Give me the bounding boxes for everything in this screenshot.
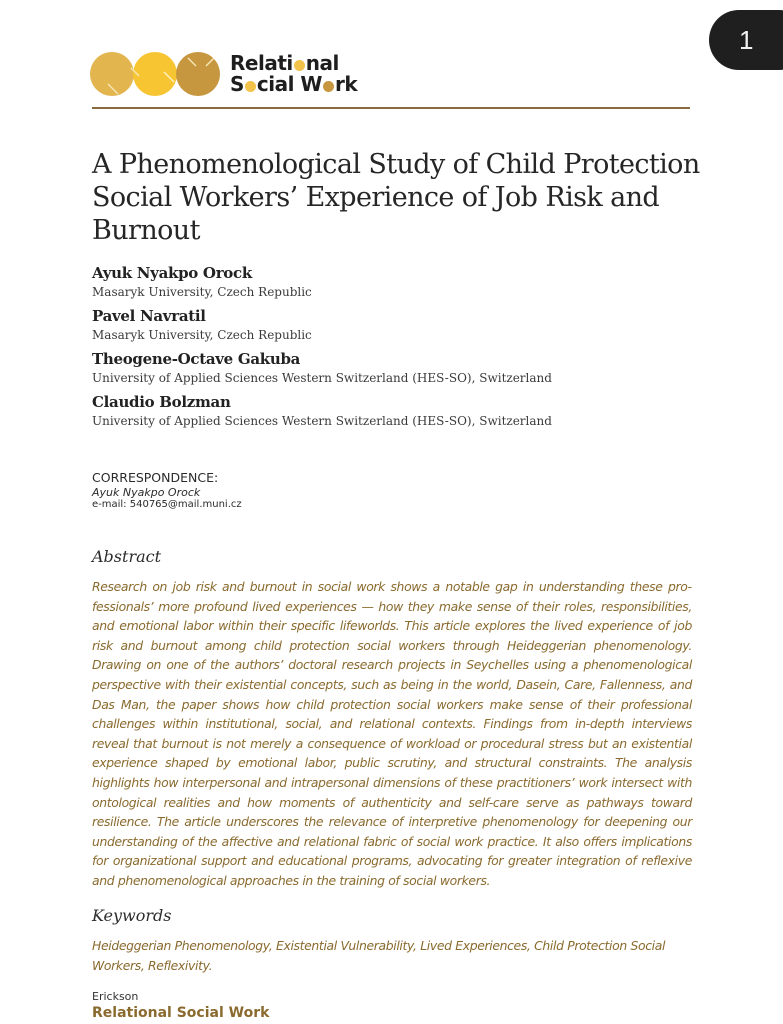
author-entry: [92, 349, 712, 387]
logo-circle-2: [133, 52, 177, 96]
journal-logo: [90, 49, 357, 99]
correspondence-block: [92, 469, 242, 511]
correspondence-name: Ayuk Nyakpo Orock: [92, 486, 201, 499]
correspondence-label: CORRESPONDENCE:: [92, 470, 219, 485]
author-affiliation: Masaryk University, Czech Republic: [92, 328, 312, 342]
author-entry: [92, 263, 712, 301]
author-name: Ayuk Nyakpo Orock: [92, 264, 252, 282]
running-author: Erickson: [92, 990, 139, 1003]
page-number-badge: 1: [709, 10, 783, 70]
header-rule: [92, 107, 690, 109]
abstract-text: Research on job risk and burnout in social work shows a notable gap in understanding these professionals’ more profound lived experiences — how they make sense of their roles, responsibilities, and emotional labor within their specific lifeworlds. This article explores the lived experience of job risk and burnout among child protection social workers through Heideggerian phenomenology. Drawing on one of the authors’ doctoral research projects in Seychelles using a phenomenological perspective with their existential concepts, such as being in the world, Dasein, Care, Fallenness, and Das Man, the paper shows how child protection social workers make sense of their professional challenges within institutional, social, and relational contexts. Findings from in-depth interviews reveal that burnout is not merely a consequence of workload or procedural stress but an existential experience shaped by emotional labor, public scrutiny, and structural constraints. The analysis highlights how interpersonal and intrapersonal dimensions of these practitioners’ work intersect with ontological realities and how moments of authenticity and self-care serve as pathways toward resilience. The article underscores the relevance of interpretive phenomenology for deepening our understanding of the affective and relational fabric of social work practice. It also offers implications for organizational support and educational programs, advocating for greater integration of reflexive and phenomenological approaches in the training of social workers.: [92, 579, 692, 888]
abstract-heading: Abstract: [92, 547, 162, 566]
logo-dot-icon: [323, 81, 334, 92]
author-affiliation: University of Applied Sciences Western Switzerland (HES-SO), Switzerland: [92, 371, 552, 385]
logo-wordmark: Relati nal S cial W rk: [230, 51, 358, 96]
author-name: Theogene-Octave Gakuba: [92, 350, 301, 368]
keywords-text: Heideggerian Phenomenology, Existential Vulnerability, Lived Experiences, Child Protection Social Workers, Reflexivity.: [92, 938, 666, 973]
logo-dot-icon: [245, 81, 256, 92]
author-name: Pavel Navratil: [92, 307, 206, 325]
running-journal-title: Relational Social Work: [92, 1005, 270, 1021]
keywords-heading: Keywords: [92, 906, 172, 925]
author-affiliation: University of Applied Sciences Western Switzerland (HES-SO), Switzerland: [92, 414, 552, 428]
author-list: [92, 263, 712, 435]
author-name: Claudio Bolzman: [92, 393, 231, 411]
logo-circle-1: [90, 52, 134, 96]
logo-circles-icon: [90, 50, 224, 98]
logo-dot-icon: [294, 60, 305, 71]
author-entry: [92, 392, 712, 430]
author-entry: [92, 306, 712, 344]
author-affiliation: Masaryk University, Czech Republic: [92, 285, 312, 299]
article-title: A Phenomenological Study of Child Protection Social Workers’ Experience of Job Risk and Burnout: [92, 149, 700, 246]
correspondence-email[interactable]: e-mail: 540765@mail.muni.cz: [92, 499, 242, 510]
